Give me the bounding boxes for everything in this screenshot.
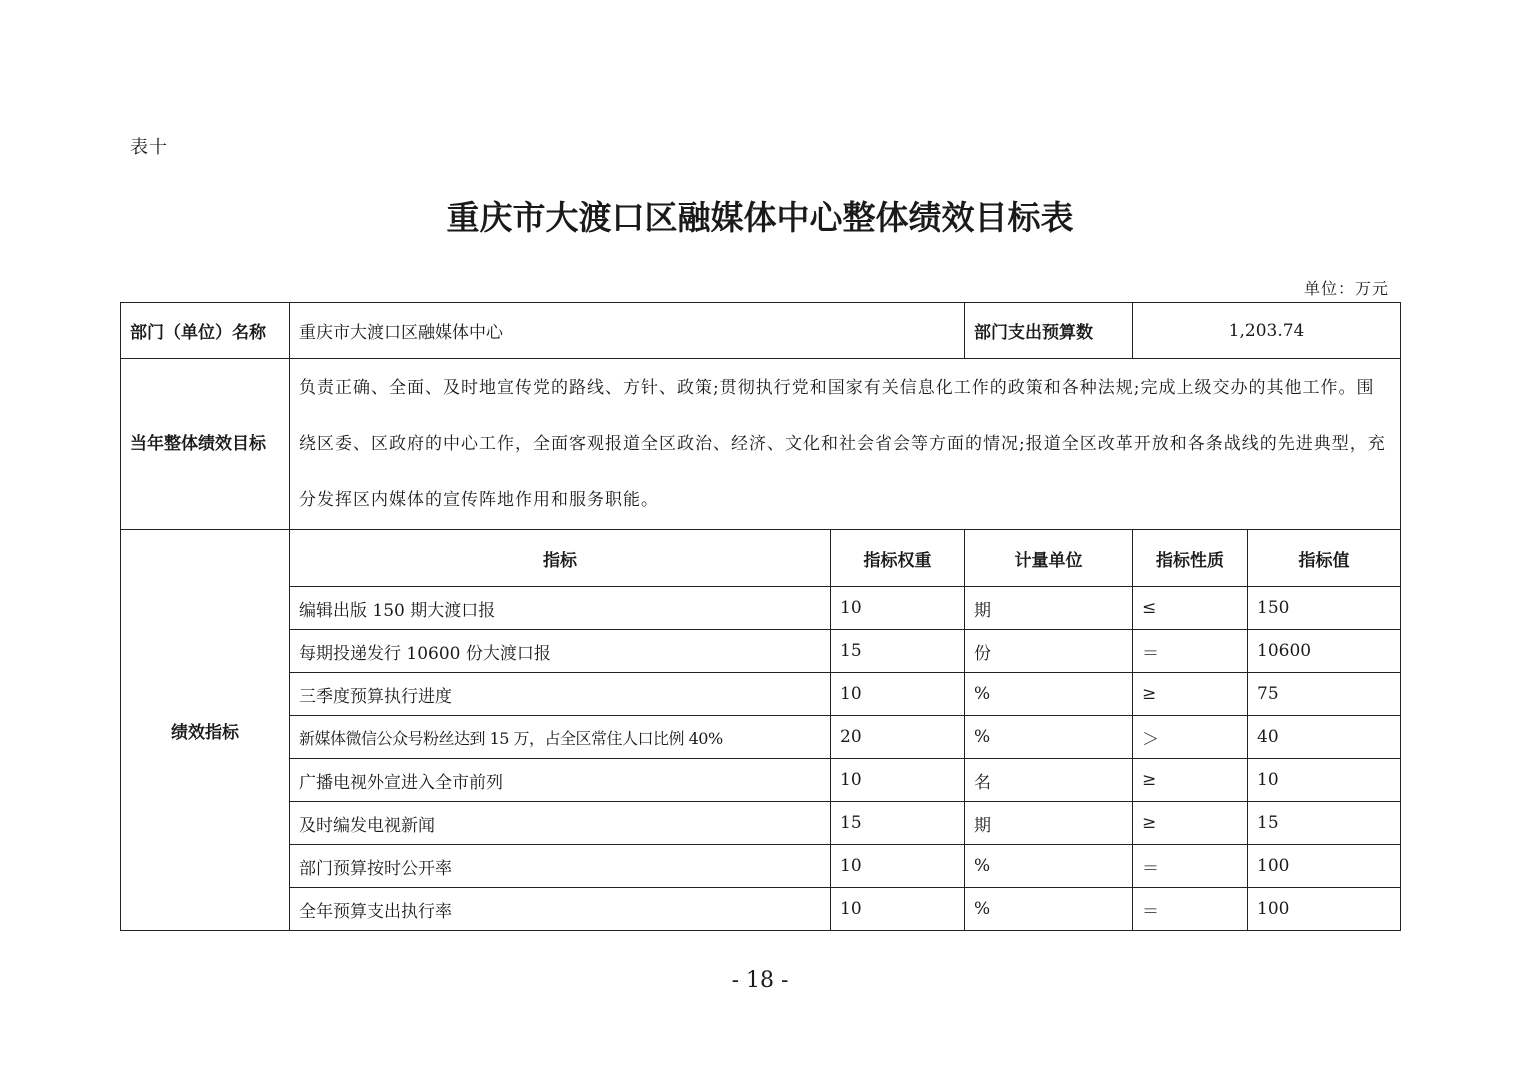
indicator-value: 40: [1248, 716, 1401, 759]
goal-label: 当年整体绩效目标: [121, 359, 290, 530]
page-number: - 18 -: [731, 968, 789, 993]
budget-value: 1,203.74: [1133, 303, 1401, 359]
indicator-name: 广播电视外宣进入全市前列: [290, 759, 831, 802]
indicator-name: 部门预算按时公开率: [290, 845, 831, 888]
indicator-weight: 10: [831, 888, 965, 931]
indicator-weight: 10: [831, 845, 965, 888]
indicator-nature: ≤: [1133, 587, 1248, 630]
indicator-nature: ＞: [1133, 716, 1248, 759]
dept-name-value: 重庆市大渡口区融媒体中心: [290, 303, 965, 359]
table-row: [121, 673, 1401, 716]
header-nature: 指标性质: [1133, 530, 1248, 587]
indicator-value: 10: [1248, 759, 1401, 802]
indicator-unit: %: [965, 716, 1133, 759]
indicator-weight: 10: [831, 759, 965, 802]
header-value: 指标值: [1248, 530, 1401, 587]
header-indicator: 指标: [290, 530, 831, 587]
goal-row: [121, 359, 1401, 530]
table-label: 表十: [130, 137, 168, 158]
indicator-section-label: 绩效指标: [121, 530, 290, 931]
document-title: 重庆市大渡口区融媒体中心整体绩效目标表: [446, 198, 1074, 237]
indicator-value: 10600: [1248, 630, 1401, 673]
indicator-weight: 10: [831, 673, 965, 716]
indicator-nature: ＝: [1133, 630, 1248, 673]
indicator-unit: 名: [965, 759, 1133, 802]
indicator-value: 75: [1248, 673, 1401, 716]
indicator-value: 100: [1248, 845, 1401, 888]
indicator-weight: 15: [831, 802, 965, 845]
indicator-unit: %: [965, 888, 1133, 931]
indicator-name: 每期投递发行 10600 份大渡口报: [290, 630, 831, 673]
indicator-name: 全年预算支出执行率: [290, 888, 831, 931]
dept-name-label: 部门（单位）名称: [121, 303, 290, 359]
indicator-name: 新媒体微信公众号粉丝达到 15 万，占全区常住人口比例 40%: [290, 716, 831, 759]
table-row: [121, 630, 1401, 673]
table-row: [121, 802, 1401, 845]
indicator-nature: ＝: [1133, 845, 1248, 888]
indicator-unit: 期: [965, 587, 1133, 630]
indicator-weight: 20: [831, 716, 965, 759]
indicator-weight: 10: [831, 587, 965, 630]
indicator-name: 编辑出版 150 期大渡口报: [290, 587, 831, 630]
indicator-name: 三季度预算执行进度: [290, 673, 831, 716]
indicator-nature: ≥: [1133, 802, 1248, 845]
table-row: [121, 587, 1401, 630]
performance-table: [120, 302, 1401, 931]
budget-label: 部门支出预算数: [965, 303, 1133, 359]
goal-text: 负责正确、全面、及时地宣传党的路线、方针、政策;贯彻执行党和国家有关信息化工作的政策和各种法规;完成上级交办的其他工作。围绕区委、区政府的中心工作，全面客观报道全区政治、经济、文化和社会省会等方面的情况;报道全区改革开放和各条战线的先进典型，充分发挥区内媒体的宣传阵地作用和服务职能。: [290, 359, 1401, 530]
indicator-value: 150: [1248, 587, 1401, 630]
indicator-nature: ≥: [1133, 759, 1248, 802]
indicator-value: 100: [1248, 888, 1401, 931]
indicator-unit: 份: [965, 630, 1133, 673]
indicator-header-row: [121, 530, 1401, 587]
header-weight: 指标权重: [831, 530, 965, 587]
header-unit: 计量单位: [965, 530, 1133, 587]
indicator-name: 及时编发电视新闻: [290, 802, 831, 845]
table-row: [121, 845, 1401, 888]
indicator-unit: 期: [965, 802, 1133, 845]
indicator-unit: %: [965, 673, 1133, 716]
indicator-weight: 15: [831, 630, 965, 673]
table-row: [121, 716, 1401, 759]
table-row: [121, 888, 1401, 931]
indicator-value: 15: [1248, 802, 1401, 845]
table-row: [121, 759, 1401, 802]
indicator-nature: ≥: [1133, 673, 1248, 716]
unit-label: 单位：万元: [1303, 279, 1389, 298]
indicator-nature: ＝: [1133, 888, 1248, 931]
dept-row: [121, 303, 1401, 359]
indicator-unit: %: [965, 845, 1133, 888]
